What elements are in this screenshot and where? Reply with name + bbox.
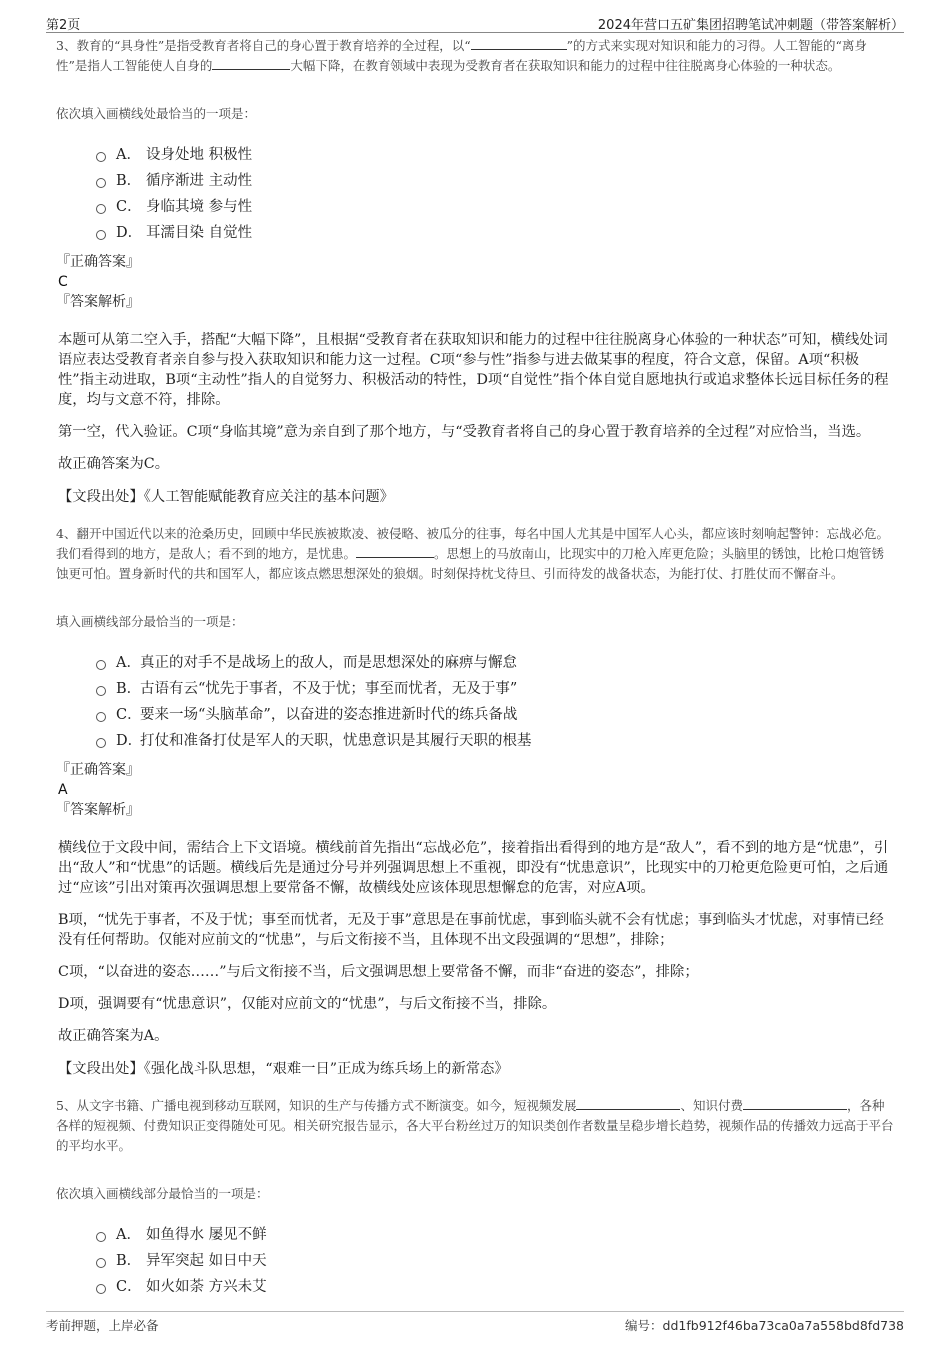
question-3-instruction: 依次填入画横线处最恰当的一项是： — [56, 106, 257, 121]
question-3-options — [96, 142, 894, 246]
page-number: 第2页 — [46, 18, 81, 33]
correct-answer-label: 『正确答案』 — [56, 762, 140, 778]
question-4-options — [96, 650, 894, 754]
option-c[interactable]: C． 身临其境 参与性 — [96, 194, 894, 220]
radio-icon[interactable] — [96, 1258, 106, 1268]
correct-answer: C — [58, 274, 68, 290]
blank-1 — [576, 1097, 680, 1110]
correct-answer-label: 『正确答案』 — [56, 254, 140, 270]
question-4 — [56, 524, 894, 1078]
option-a[interactable]: A． 如鱼得水 屡见不鲜 — [96, 1222, 894, 1248]
source-citation: 【文段出处】《强化战斗队思想，“艰难一日”正成为练兵场上的新常态》 — [58, 1061, 509, 1077]
option-a[interactable]: A． 设身处地 积极性 — [96, 142, 894, 168]
page-header — [46, 12, 904, 33]
document-code: 编号：dd1fb912f46ba73ca0a7a558bd8fd738 — [625, 1318, 904, 1333]
source-citation: 【文段出处】《人工智能赋能教育应关注的基本问题》 — [58, 489, 394, 505]
option-d[interactable]: D． 打仗和准备打仗是军人的天职，忧患意识是其履行天职的根基 — [96, 728, 894, 754]
correct-answer: A — [58, 782, 68, 798]
question-5-options — [96, 1222, 894, 1300]
option-a[interactable]: A． 真正的对手不是战场上的敌人，而是思想深处的麻痹与懈怠 — [96, 650, 894, 676]
page-content — [56, 36, 894, 1300]
option-c[interactable]: C． 如火如荼 方兴未艾 — [96, 1274, 894, 1300]
question-4-instruction: 填入画横线部分最恰当的一项是： — [56, 614, 244, 629]
radio-icon[interactable] — [96, 1284, 106, 1294]
radio-icon[interactable] — [96, 738, 106, 748]
analysis-paragraph: 故正确答案为C。 — [58, 456, 170, 472]
option-b[interactable]: B． 循序渐进 主动性 — [96, 168, 894, 194]
radio-icon[interactable] — [96, 712, 106, 722]
analysis-paragraph: 横线位于文段中间，需结合上下文语境。横线前首先指出“忘战必危”，接着指出看得到的地方是“敌人”，看不到的地方是“忧患”，引出“敌人”和“忧患”的话题。横线后先是通过分号并列强调思想上不重视，即没有“忧患意识”，比现实中的刀枪更危险更可怕，之后通过“应该”引出对策再次强调思想上要常备不懈，故横线处应该体现思想懈怠的危害，对应A项。 — [58, 840, 889, 896]
question-3 — [56, 36, 894, 506]
blank-1 — [471, 37, 567, 50]
radio-icon[interactable] — [96, 660, 106, 670]
document-title: 2024年营口五矿集团招聘笔试冲刺题（带答案解析） — [597, 18, 904, 33]
option-b[interactable]: B． 古语有云“忧先于事者，不及于忧；事至而忧者，无及于事” — [96, 676, 894, 702]
analysis-paragraph: C项，“以奋进的姿态……”与后文衔接不当，后文强调思想上要常备不懈，而非“奋进的姿态”，排除； — [58, 964, 699, 980]
analysis-paragraph: 第一空，代入验证。C项“身临其境”意为亲自到了那个地方，与“受教育者将自己的身心置于教育培养的全过程”对应恰当，当选。 — [58, 424, 871, 440]
page-footer — [46, 1311, 904, 1336]
analysis-label: 『答案解析』 — [56, 294, 140, 310]
radio-icon[interactable] — [96, 686, 106, 696]
radio-icon[interactable] — [96, 152, 106, 162]
footer-slogan: 考前押题，上岸必备 — [46, 1318, 159, 1333]
analysis-paragraph: B项，“忧先于事者，不及于忧；事至而忧者，无及于事”意思是在事前忧虑，事到临头就不会有忧虑；事到临头才忧虑，对事情已经没有任何帮助。仅能对应前文的“忧患”，与后文衔接不当，且体现不出文段强调的“思想”，排除； — [58, 912, 884, 948]
question-5 — [56, 1096, 894, 1300]
question-5-text: 5、从文字书籍、广播电视到移动互联网，知识的生产与传播方式不断演变。如今，短视频发展 、知识付费 ，各种各样的短视频、付费知识正变得随处可见。相关研究报告显示，各大平台粉丝过万的知识类创作者数量呈稳步增长趋势，视频作品的传播效力远高于平台的平均水平。 — [56, 1098, 894, 1153]
radio-icon[interactable] — [96, 204, 106, 214]
analysis-paragraph: D项，强调要有“忧患意识”，仅能对应前文的“忧患”，与后文衔接不当，排除。 — [58, 996, 557, 1012]
blank-1 — [356, 545, 434, 558]
question-4-text: 4、翻开中国近代以来的沧桑历史，回顾中华民族被欺凌、被侵略、被瓜分的往事，每名中国人尤其是中国军人心头，都应该时刻响起警钟：忘战必危。我们看得到的地方，是敌人；看不到的地方，是忧患。 。思想上的马放南山，比现实中的刀枪入库更危险；头脑里的锈蚀，比枪口炮管锈蚀更可怕。置身新时代的共和国军人，都应该点燃思想深处的狼烟。时刻保持枕戈待旦、引而待发的战备状态，为能打仗、打胜仗而不懈奋斗。 — [56, 526, 889, 581]
radio-icon[interactable] — [96, 178, 106, 188]
option-b[interactable]: B． 异军突起 如日中天 — [96, 1248, 894, 1274]
blank-2 — [212, 57, 290, 70]
radio-icon[interactable] — [96, 1232, 106, 1242]
blank-2 — [743, 1097, 847, 1110]
analysis-label: 『答案解析』 — [56, 802, 140, 818]
question-3-text: 3、教育的“具身性”是指受教育者将自己的身心置于教育培养的全过程，以“ ”的方式来实现对知识和能力的习得。人工智能的“离身性”是指人工智能使人自身的 大幅下降，在教育领域中表现为受教育者在获取知识和能力的过程中往往脱离身心体验的一种状态。 — [56, 38, 867, 73]
radio-icon[interactable] — [96, 230, 106, 240]
analysis-paragraph: 故正确答案为A。 — [58, 1028, 169, 1044]
option-c[interactable]: C． 要来一场“头脑革命”，以奋进的姿态推进新时代的练兵备战 — [96, 702, 894, 728]
question-5-instruction: 依次填入画横线部分最恰当的一项是： — [56, 1186, 269, 1201]
option-d[interactable]: D． 耳濡目染 自觉性 — [96, 220, 894, 246]
analysis-paragraph: 本题可从第二空入手，搭配“大幅下降”，且根据“受教育者在获取知识和能力的过程中往往脱离身心体验的一种状态”可知，横线处词语应表达受教育者亲自参与投入获取知识和能力这一过程。C项“参与性”指参与进去做某事的程度，符合文意，保留。A项“积极性”指主动进取，B项“主动性”指人的自觉努力、积极活动的特性，D项“自觉性”指个体自觉自愿地执行或追求整体长远目标任务的程度，均与文意不符，排除。 — [58, 332, 889, 408]
